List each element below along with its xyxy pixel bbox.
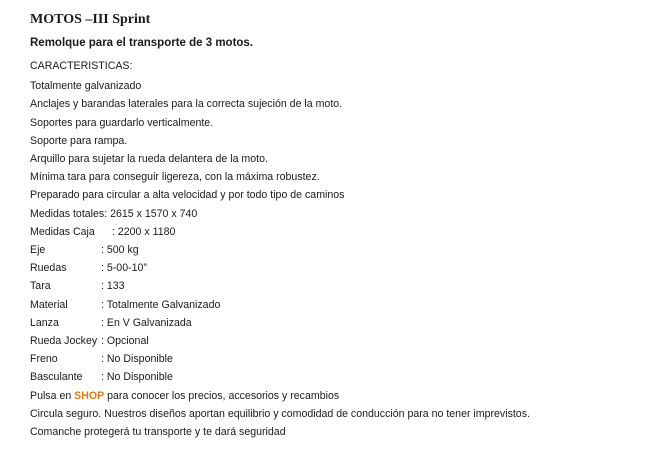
spec-row: [30, 225, 176, 239]
features-heading: CARACTERISTICAS:: [30, 60, 133, 72]
closing-line: Circula seguro. Nuestros diseños aportan equilibrio y comodidad de conducción para no tener imprevistos.: [30, 408, 530, 420]
spec-label: Rueda Jockey: [30, 335, 98, 347]
spec-value: : 133: [101, 280, 125, 292]
spec-row: [30, 316, 192, 330]
spec-label: Ruedas: [30, 262, 67, 274]
feature-line: Preparado para circular a alta velocidad y por todo tipo de caminos: [30, 189, 345, 201]
spec-row: [30, 261, 147, 275]
spec-label: Medidas Caja: [30, 226, 95, 238]
spec-label: Lanza: [30, 317, 59, 329]
feature-line: Totalmente galvanizado: [30, 80, 142, 92]
feature-line: Anclajes y barandas laterales para la correcta sujeción de la moto.: [30, 98, 343, 110]
product-title: MOTOS –III Sprint: [30, 12, 151, 27]
spec-value: : 5-00-10”: [101, 262, 147, 274]
spec-label: Tara: [30, 280, 51, 292]
spec-label: Freno: [30, 353, 58, 365]
shop-line-prefix: Pulsa en: [30, 390, 75, 402]
spec-row: [30, 243, 139, 257]
spec-value: : Opcional: [101, 335, 149, 347]
spec-row: [30, 334, 149, 348]
spec-label: Basculante: [30, 371, 83, 383]
shop-line-suffix: para conocer los precios, accesorios y recambios: [104, 390, 340, 402]
spec-label: Eje: [30, 244, 46, 256]
shop-line: [30, 389, 339, 403]
spec-row: [30, 298, 221, 312]
feature-line: Medidas totales: 2615 x 1570 x 740: [30, 208, 198, 220]
feature-line: Mínima tara para conseguir ligereza, con la máxima robustez.: [30, 171, 320, 183]
spec-row: [30, 279, 125, 293]
spec-value: : 500 kg: [101, 244, 139, 256]
shop-link[interactable]: SHOP: [74, 390, 105, 402]
spec-row: [30, 352, 173, 366]
spec-row: [30, 370, 173, 384]
feature-line: Soportes para guardarlo verticalmente.: [30, 117, 214, 129]
spec-value: : Totalmente Galvanizado: [101, 299, 221, 311]
spec-value: : En V Galvanizada: [101, 317, 192, 329]
feature-line: Soporte para rampa.: [30, 135, 128, 147]
spec-value: : No Disponible: [101, 353, 173, 365]
feature-line: Arquillo para sujetar la rueda delantera de la moto.: [30, 153, 268, 165]
closing-line: Comanche protegerá tu transporte y te dará seguridad: [30, 426, 286, 438]
spec-label: Material: [30, 299, 68, 311]
product-subtitle: Remolque para el transporte de 3 motos.: [30, 37, 254, 49]
spec-value: : 2200 x 1180: [112, 226, 176, 238]
spec-value: : No Disponible: [101, 371, 173, 383]
